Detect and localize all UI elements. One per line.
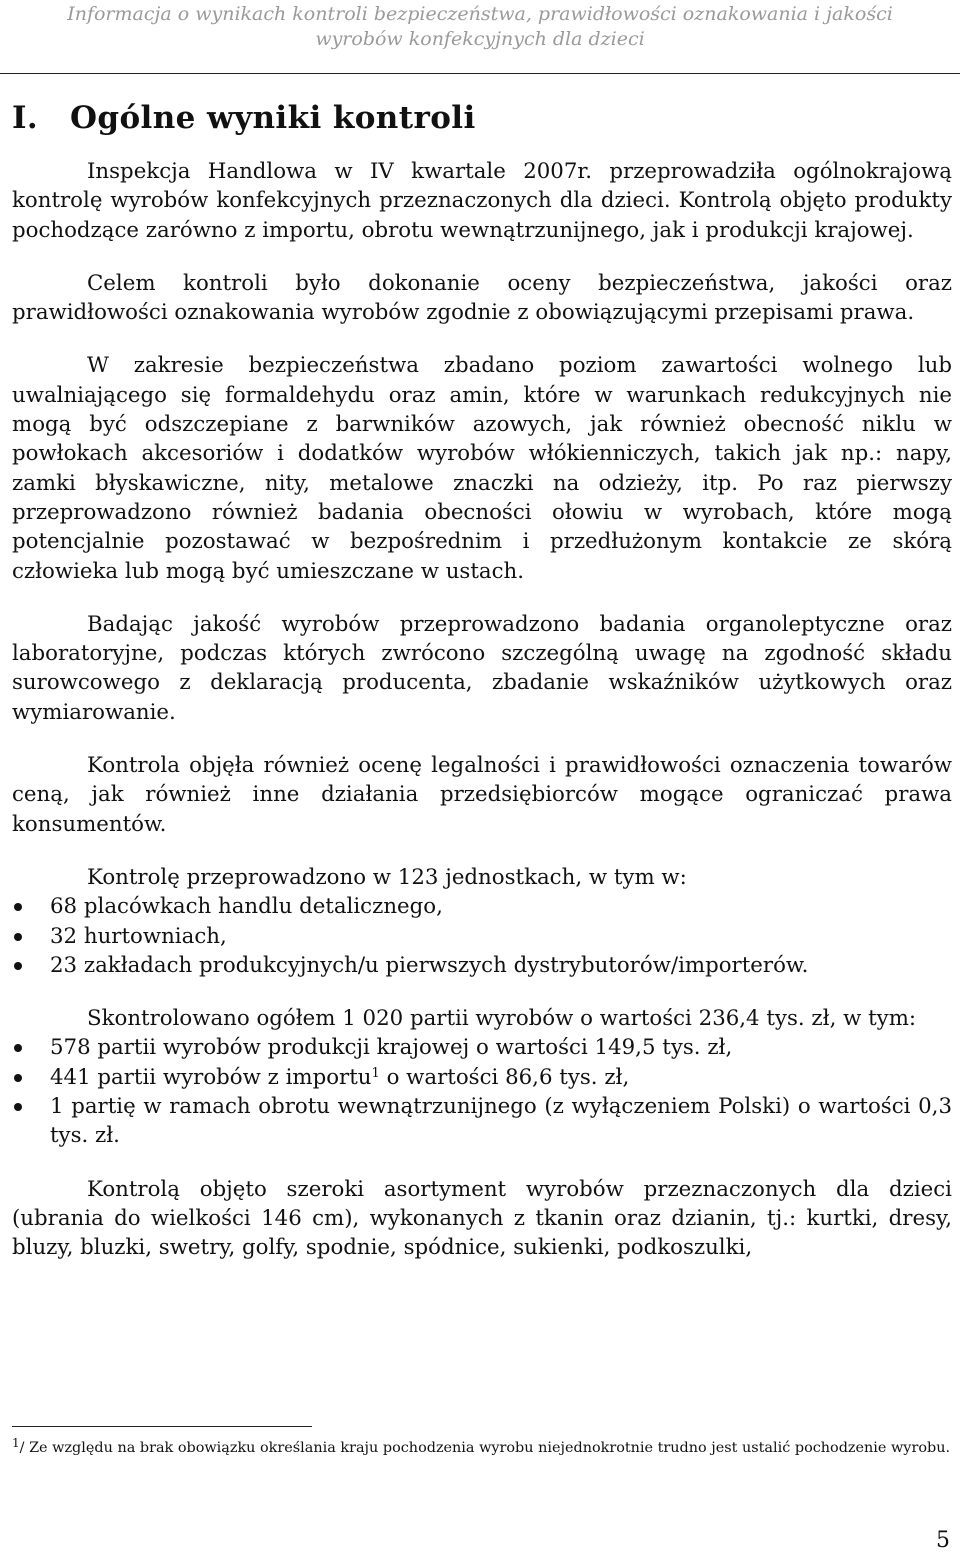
body-text — [12, 157, 952, 1263]
paragraph-safety-tests: W zakresie bezpieczeństwa zbadano poziom zawartości wolnego lub uwalniającego się formaldehydu oraz amin, które w warunkach redukcyjnych nie mogą być odszczepiane z barwników azowych, jak również obecność niklu w powłokach akcesoriów i dodatków wyrobów włókienniczych, takich jak np.: napy, zamki błyskawiczne, nity, metalowe znaczki na odzieży, itp. Po raz pierwszy przeprowadzono również badania obecności ołowiu w wyrobach, które mogą potencjalnie pozostawać w bezpośrednim i przedłużonym kontakcie ze skórą człowieka lub mogą być umieszczane w ustach. — [12, 353, 952, 584]
list-item — [12, 922, 952, 951]
list-item — [12, 892, 952, 921]
list-item-text: 578 partii wyrobów produkcji krajowej o wartości 149,5 tys. zł, — [50, 1035, 733, 1061]
lots-list — [12, 1033, 952, 1150]
list-item — [12, 1033, 952, 1062]
paragraph-scope: Inspekcja Handlowa w IV kwartale 2007r. przeprowadziła ogólnokrajową kontrolę wyrobów konfekcyjnych przeznaczonych dla dzieci. Kontrolą objęto produkty pochodzące zarówno z importu, obrotu wewnątrzunijnego, jak i produkcji krajowej. — [12, 159, 952, 243]
running-header-line-2: wyrobów konfekcyjnych dla dzieci — [315, 28, 645, 50]
bullet-icon — [14, 1103, 22, 1111]
bullet-icon — [14, 933, 22, 941]
units-list — [12, 892, 952, 980]
list-item-text: 1 partię w ramach obrotu wewnątrzunijnego (z wyłączeniem Polski) o wartości 0,3 tys. zł. — [50, 1094, 952, 1149]
bullet-icon — [14, 903, 22, 911]
list-item — [12, 1092, 952, 1151]
paragraph-assortment: Kontrolą objęto szeroki asortyment wyrobów przeznaczonych dla dzieci (ubrania do wielkości 146 cm), wykonanych z tkanin oraz dzianin, tj.: kurtki, dresy, bluzy, bluzki, swetry, golfy, spodnie, spódnice, sukienki, podkoszulki, — [12, 1176, 952, 1261]
paragraph-quality-tests: Badając jakość wyrobów przeprowadzono badania organoleptyczne oraz laboratoryjne, podczas których zwrócono szczególną uwagę na zgodność składu surowcowego z deklaracją producenta, zbadanie wskaźników użytkowych oraz wymiarowanie. — [12, 611, 952, 725]
footnote — [12, 1437, 952, 1459]
list-item — [12, 951, 952, 980]
page-number: 5 — [936, 1528, 950, 1553]
paragraph-price-marking: Kontrola objęła również ocenę legalności i prawidłowości oznaczenia towarów ceną, jak również inne działania przedsiębiorców mogące ograniczać prawa konsumentów. — [12, 753, 952, 837]
list-item-text: 23 zakładach produkcyjnych/u pierwszych dystrybutorów/importerów. — [50, 952, 809, 978]
paragraph-units-intro: Kontrolę przeprowadzono w 123 jednostkach, w tym w: — [87, 864, 687, 890]
list-item-text: 32 hurtowniach, — [50, 923, 227, 949]
footnote-text: / Ze względu na brak obowiązku określania kraju pochodzenia wyrobu niejednokrotnie trudno jest ustalić pochodzenie wyrobu. — [19, 1440, 951, 1456]
paragraph-purpose: Celem kontroli było dokonanie oceny bezpieczeństwa, jakości oraz prawidłowości oznakowania wyrobów zgodnie z obowiązującymi przepisami prawa. — [12, 270, 952, 326]
section-heading — [12, 100, 476, 136]
section-title-text: Ogólne wyniki kontroli — [70, 100, 476, 136]
list-item-text: 441 partii wyrobów z importu — [50, 1064, 372, 1090]
footnote-mark: 1 — [12, 1436, 20, 1450]
running-header — [0, 0, 960, 52]
bullet-icon — [14, 1044, 22, 1052]
header-divider — [0, 73, 960, 74]
bullet-icon — [14, 1074, 22, 1082]
bullet-icon — [14, 962, 22, 970]
list-item-text: 68 placówkach handlu detalicznego, — [50, 894, 443, 920]
footnote-divider — [12, 1426, 312, 1427]
list-item — [12, 1063, 952, 1092]
list-item-text-continued: o wartości 86,6 tys. zł, — [379, 1064, 630, 1090]
footnote-reference: 1 — [371, 1065, 380, 1081]
running-header-line-1: Informacja o wynikach kontroli bezpieczeństwa, prawidłowości oznakowania i jakości — [67, 3, 893, 25]
section-number: I. — [12, 100, 39, 136]
paragraph-lots-intro: Skontrolowano ogółem 1 020 partii wyrobów o wartości 236,4 tys. zł, w tym: — [87, 1006, 917, 1032]
